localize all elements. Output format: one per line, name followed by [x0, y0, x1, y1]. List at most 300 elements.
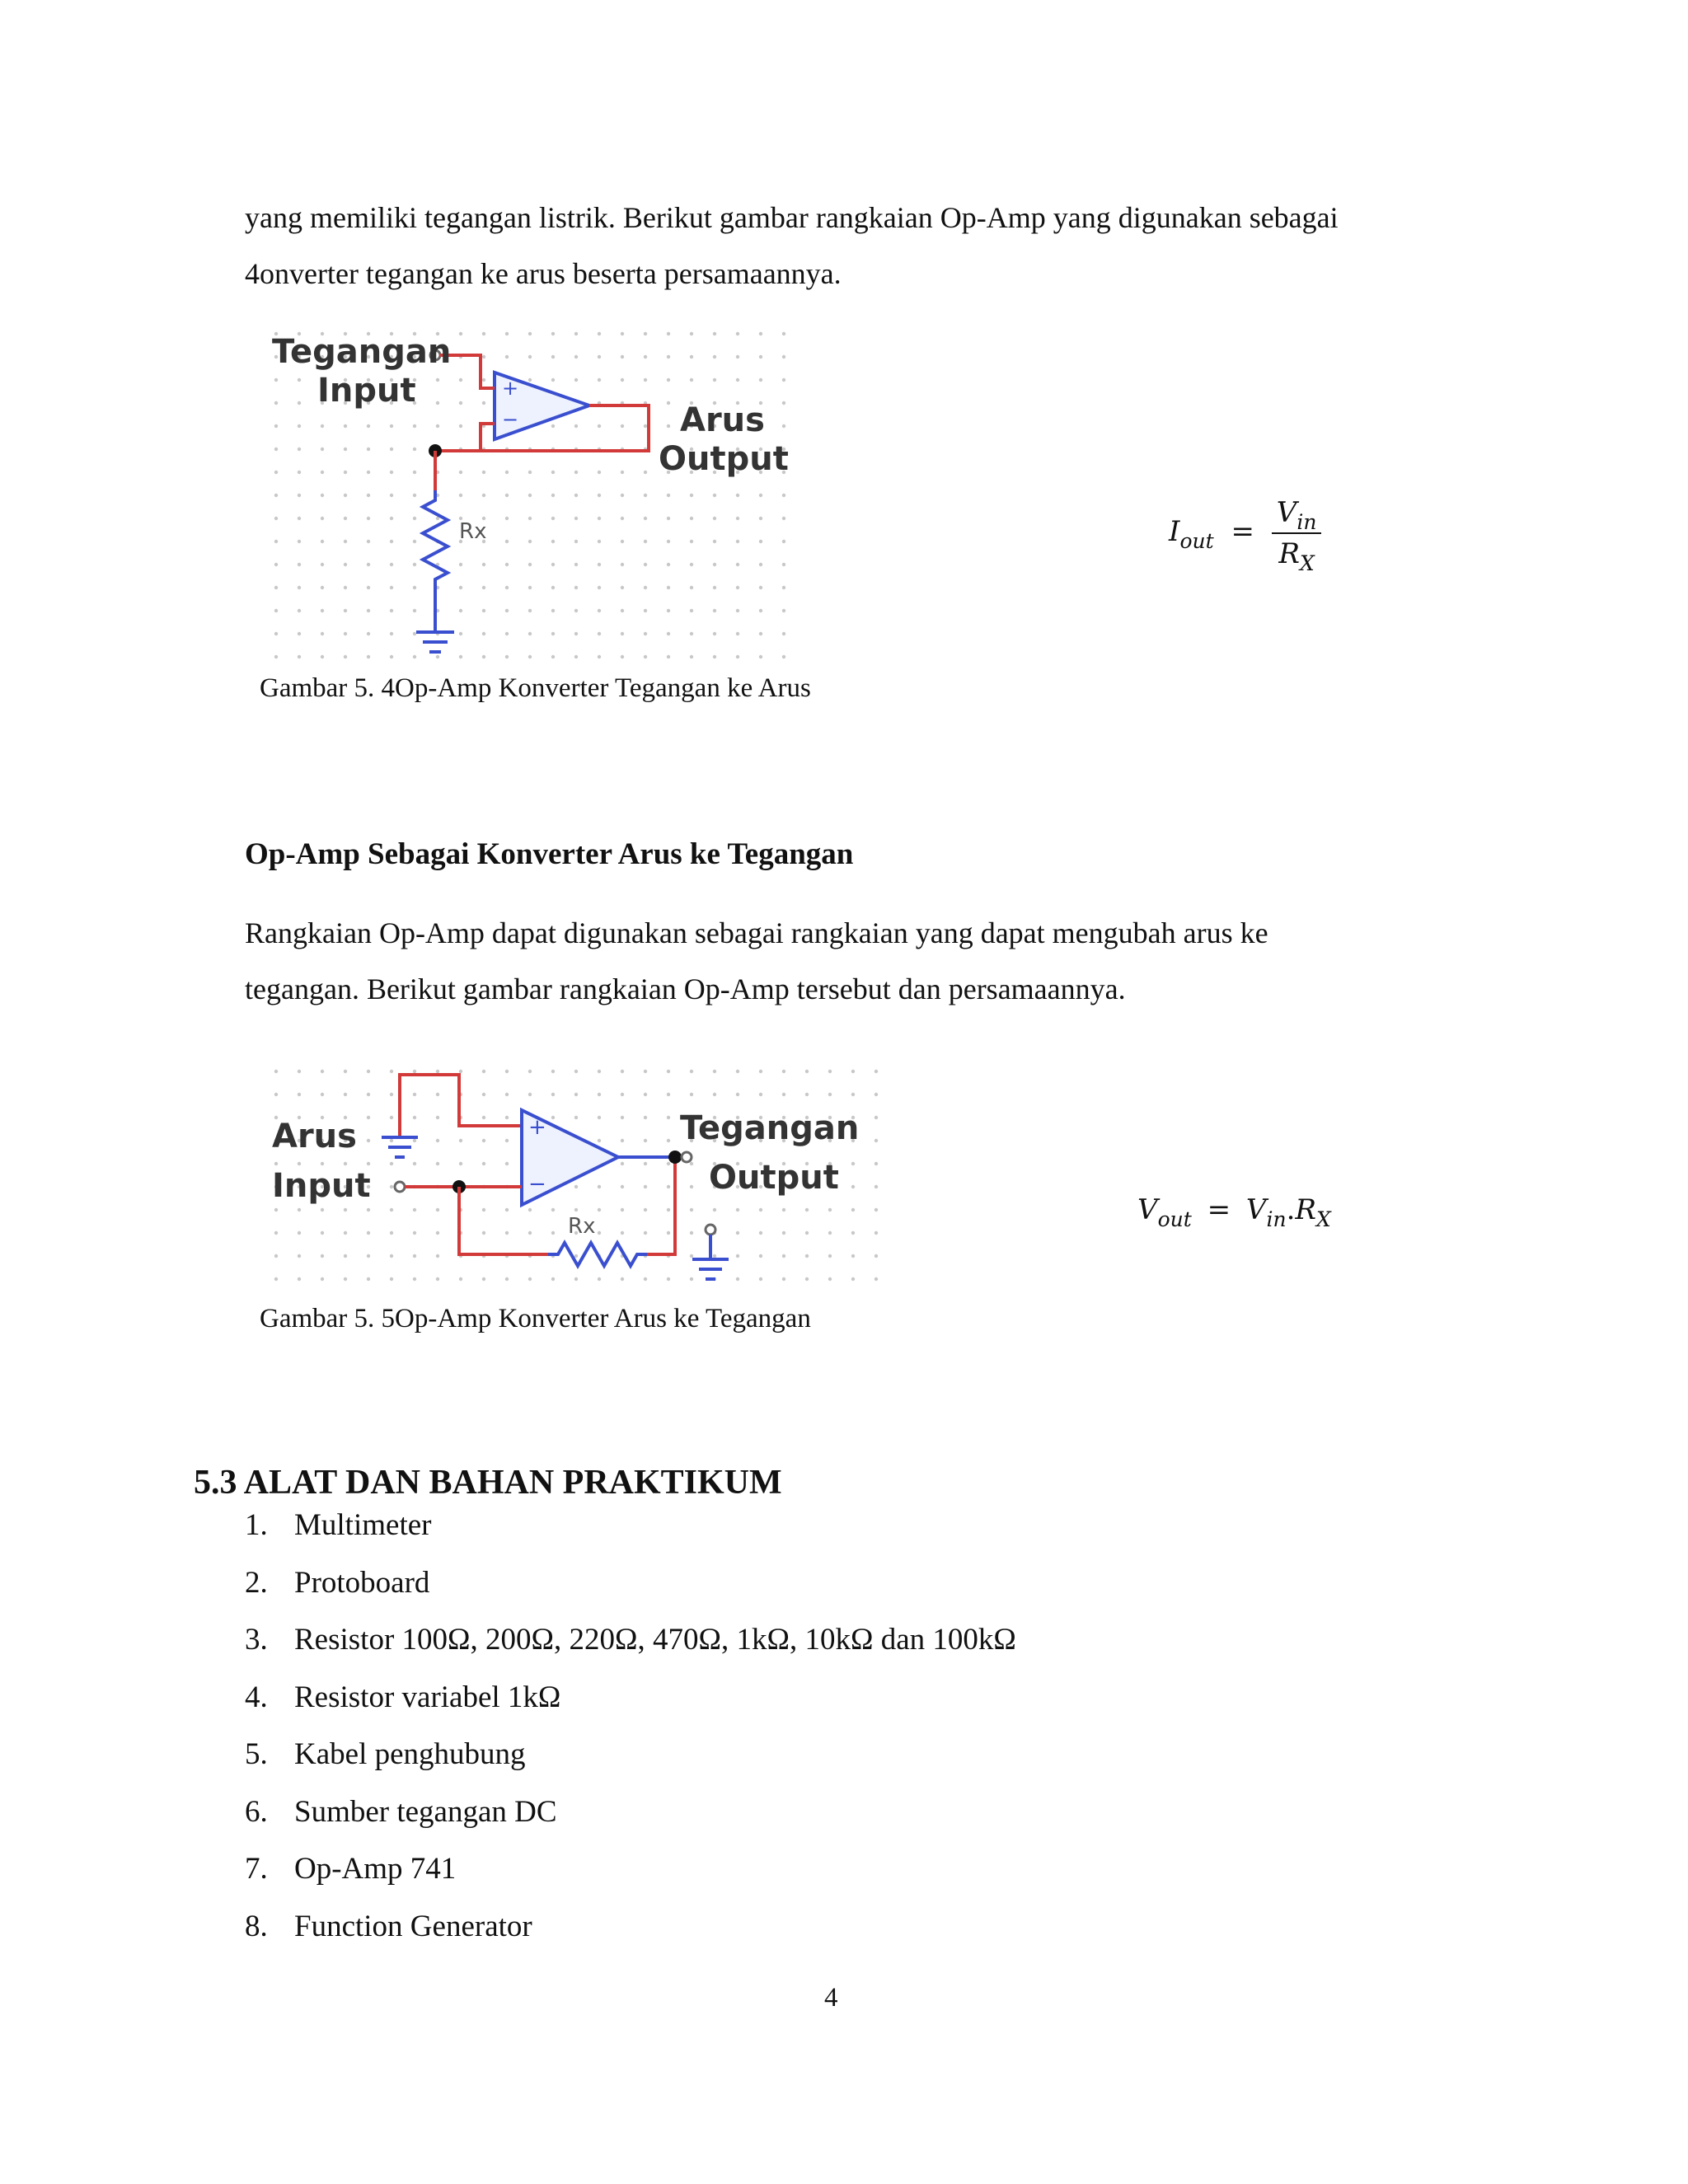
grid-dot — [436, 1116, 439, 1119]
grid-dot — [551, 1208, 555, 1212]
grid-dot — [759, 1231, 762, 1235]
grid-dot — [621, 1231, 624, 1235]
grid-dot — [344, 1070, 347, 1073]
grid-dot — [321, 1277, 324, 1281]
grid-dot — [413, 1277, 416, 1281]
grid-dot — [274, 1208, 278, 1212]
grid-dot — [321, 1208, 324, 1212]
grid-dot — [482, 471, 485, 474]
grid-dot — [736, 332, 739, 335]
grid-dot — [621, 586, 624, 589]
grid-dot — [551, 586, 555, 589]
equation-voltage-output — [1137, 1193, 1331, 1231]
grid-dot — [874, 1254, 878, 1258]
grid-dot — [390, 494, 393, 497]
grid-dot — [436, 1093, 439, 1096]
opamp-1-plus: + — [502, 377, 519, 400]
grid-dot — [482, 1208, 485, 1212]
grid-dot — [782, 378, 785, 382]
inverting-wire-1 — [481, 424, 495, 451]
grid-dot — [598, 586, 601, 589]
grid-dot — [413, 563, 416, 566]
grid-dot — [621, 1185, 624, 1188]
grid-dot — [690, 1231, 693, 1235]
grid-dot — [759, 355, 762, 359]
grid-dot — [828, 1208, 832, 1212]
grid-dot — [367, 1277, 370, 1281]
grid-dot — [413, 609, 416, 612]
grid-dot — [390, 424, 393, 428]
grid-dot — [598, 424, 601, 428]
grid-dot — [298, 378, 301, 382]
grid-dot — [667, 1093, 670, 1096]
eq1-num: V — [1276, 496, 1297, 529]
grid-dot — [551, 378, 555, 382]
grid-dot — [851, 1254, 855, 1258]
grid-dot — [482, 1070, 485, 1073]
equation-current-output — [1169, 496, 1321, 575]
grid-dot — [782, 609, 785, 612]
grid-dot — [690, 378, 693, 382]
grid-dot — [413, 448, 416, 451]
grid-dot — [690, 586, 693, 589]
grid-dot — [621, 424, 624, 428]
grid-dot — [598, 1231, 601, 1235]
grid-dot — [436, 655, 439, 658]
grid-dot — [690, 355, 693, 359]
grid-dot — [528, 586, 532, 589]
grid-dot — [667, 494, 670, 497]
grid-dot — [782, 1254, 785, 1258]
grid-dot — [667, 1139, 670, 1142]
grid-dot — [390, 471, 393, 474]
grid-dot — [436, 1139, 439, 1142]
list-item: 2. Protoboard — [245, 1565, 430, 1600]
grid-dot — [667, 378, 670, 382]
grid-dot — [621, 1208, 624, 1212]
grid-dot — [505, 1162, 509, 1165]
grid-dot — [598, 563, 601, 566]
grid-dot — [736, 1277, 739, 1281]
grid-dot — [321, 494, 324, 497]
grid-dot — [505, 1208, 509, 1212]
grid-dot — [390, 1185, 393, 1188]
grid-dot — [367, 471, 370, 474]
grid-dot — [298, 401, 301, 405]
grid-dot — [621, 1116, 624, 1119]
grid-dot — [367, 609, 370, 612]
grid-dot — [598, 1093, 601, 1096]
grid-dot — [274, 1070, 278, 1073]
grid-dot — [482, 609, 485, 612]
grid-dot — [551, 494, 555, 497]
grid-dot — [782, 1277, 785, 1281]
grid-dot — [551, 563, 555, 566]
grid-dot — [274, 1093, 278, 1096]
grid-dot — [621, 1093, 624, 1096]
grid-dot — [482, 1116, 485, 1119]
grid-dot — [459, 424, 462, 428]
grid-dot — [436, 424, 439, 428]
grid-dot — [344, 448, 347, 451]
grid-dot — [690, 1162, 693, 1165]
grid-dot — [759, 378, 762, 382]
list-item: 6. Sumber tegangan DC — [245, 1794, 557, 1829]
eq1-lhs: I — [1169, 515, 1180, 548]
fig1-output-label-1: Arus — [680, 401, 765, 439]
figure-1-caption: Gambar 5. 4Op-Amp Konverter Tegangan ke Arus — [260, 673, 811, 703]
grid-dot — [436, 1070, 439, 1073]
grid-dot — [644, 586, 647, 589]
grid-dot — [390, 655, 393, 658]
grid-dot — [574, 655, 578, 658]
grid-dot — [667, 424, 670, 428]
grid-dot — [528, 563, 532, 566]
grid-dot — [367, 448, 370, 451]
grid-dot — [344, 1162, 347, 1165]
grid-dot — [874, 1070, 878, 1073]
grid-dot — [598, 494, 601, 497]
grid-dot — [413, 517, 416, 520]
grid-dot — [574, 1116, 578, 1119]
grid-dot — [344, 609, 347, 612]
grid-dot — [690, 332, 693, 335]
grid-dot — [736, 378, 739, 382]
grid-dot — [505, 494, 509, 497]
grid-dot — [759, 1254, 762, 1258]
grid-dot — [321, 586, 324, 589]
grid-dot — [598, 1139, 601, 1142]
equipment-list — [245, 1507, 1316, 1966]
grid-dot — [436, 378, 439, 382]
grid-dot — [828, 1093, 832, 1096]
grid-dot — [274, 1231, 278, 1235]
grid-dot — [667, 1162, 670, 1165]
grid-dot — [874, 1277, 878, 1281]
grid-dot — [621, 1277, 624, 1281]
grid-dot — [736, 355, 739, 359]
grid-dot — [736, 494, 739, 497]
fig1-output-label-2: Output — [659, 440, 789, 478]
grid-dot — [413, 586, 416, 589]
grid-dot — [298, 471, 301, 474]
grid-dot — [321, 1254, 324, 1258]
grid-dot — [736, 1070, 739, 1073]
grid-dot — [621, 1139, 624, 1142]
grid-dot — [367, 1162, 370, 1165]
grid-dot — [759, 1277, 762, 1281]
grid-dot — [274, 609, 278, 612]
grid-dot — [344, 540, 347, 543]
grid-dot — [713, 563, 716, 566]
grid-dot — [528, 471, 532, 474]
grid-dot — [390, 517, 393, 520]
grid-dot — [736, 1231, 739, 1235]
grid-dot — [505, 609, 509, 612]
grid-dot — [367, 540, 370, 543]
grid-dot — [759, 1070, 762, 1073]
grid-dot — [413, 632, 416, 635]
grid-dot — [298, 540, 301, 543]
grid-dot — [528, 632, 532, 635]
eq1-lhs-sub: out — [1179, 529, 1214, 553]
grid-dot — [621, 540, 624, 543]
grid-dot — [805, 1093, 809, 1096]
grid-dot — [690, 1093, 693, 1096]
grid-dot — [574, 1070, 578, 1073]
grid-dot — [851, 1231, 855, 1235]
grid-dot — [644, 540, 647, 543]
grid-dot — [344, 586, 347, 589]
grid-dot — [459, 332, 462, 335]
grid-dot — [551, 655, 555, 658]
grid-dot — [482, 1093, 485, 1096]
grid-dot — [528, 655, 532, 658]
grid-dot — [298, 586, 301, 589]
grid-dot — [390, 1208, 393, 1212]
grid-dot — [482, 1231, 485, 1235]
grid-dot — [598, 332, 601, 335]
grid-dot — [736, 1208, 739, 1212]
grid-dot — [828, 1277, 832, 1281]
grid-dot — [667, 517, 670, 520]
grid-dot — [367, 494, 370, 497]
grid-dot — [713, 1093, 716, 1096]
grid-dot — [644, 1139, 647, 1142]
grid-dot — [782, 1070, 785, 1073]
grid-dot — [713, 540, 716, 543]
grid-dot — [505, 632, 509, 635]
grid-dot — [644, 1277, 647, 1281]
grid-dot — [621, 378, 624, 382]
grid-dot — [367, 424, 370, 428]
grid-dot — [298, 448, 301, 451]
grid-dot — [274, 1254, 278, 1258]
grid-dot — [298, 1162, 301, 1165]
grid-dot — [551, 1231, 555, 1235]
grid-dot — [574, 355, 578, 359]
fig2-input-label-1: Arus — [272, 1118, 357, 1155]
grid-dot — [805, 1231, 809, 1235]
grid-dot — [851, 1185, 855, 1188]
grid-dot — [298, 494, 301, 497]
grid-dot — [874, 1093, 878, 1096]
grid-dot — [274, 471, 278, 474]
grid-dot — [321, 540, 324, 543]
grid-dot — [367, 655, 370, 658]
grid-dot — [459, 1070, 462, 1073]
grid-dot — [667, 1231, 670, 1235]
grid-dot — [344, 1254, 347, 1258]
grid-dot — [274, 632, 278, 635]
grid-dot — [528, 1231, 532, 1235]
grid-dot — [782, 1231, 785, 1235]
grid-dot — [344, 655, 347, 658]
grid-dot — [598, 471, 601, 474]
grid-dot — [667, 1070, 670, 1073]
grid-dot — [413, 1116, 416, 1119]
grid-dot — [598, 1185, 601, 1188]
grid-dot — [298, 1208, 301, 1212]
grid-dot — [459, 471, 462, 474]
para2-line-2: tegangan. Berikut gambar rangkaian Op-Amp tersebut dan persamaannya. — [245, 972, 1126, 1005]
grid-dot — [528, 540, 532, 543]
grid-dot — [828, 1254, 832, 1258]
grid-dot — [805, 1277, 809, 1281]
grid-dot — [874, 1185, 878, 1188]
eq2-dot: . — [1286, 1193, 1296, 1226]
grid-dot — [736, 563, 739, 566]
grid-dot — [574, 517, 578, 520]
grid-dot — [759, 1093, 762, 1096]
grid-dot — [690, 632, 693, 635]
grid-dot — [644, 609, 647, 612]
grid-dot — [298, 1093, 301, 1096]
grid-dot — [528, 494, 532, 497]
grid-dot — [367, 1116, 370, 1119]
grid-dot — [321, 609, 324, 612]
grid-dot — [644, 355, 647, 359]
grid-dot — [598, 355, 601, 359]
grid-dot — [874, 1162, 878, 1165]
grid-dot — [505, 1139, 509, 1142]
grid-dot — [667, 355, 670, 359]
grid-dot — [274, 1162, 278, 1165]
grid-dot — [851, 1093, 855, 1096]
grid-dot — [482, 632, 485, 635]
junction-2b — [668, 1151, 682, 1164]
resistor-rx-1 — [423, 490, 448, 589]
grid-dot — [505, 1116, 509, 1119]
grid-dot — [828, 1231, 832, 1235]
grid-dot — [436, 1208, 439, 1212]
grid-dot — [436, 1277, 439, 1281]
grid-dot — [667, 1208, 670, 1212]
grid-dot — [759, 563, 762, 566]
grid-dot — [598, 540, 601, 543]
grid-dot — [436, 401, 439, 405]
grid-dot — [667, 1277, 670, 1281]
grid-dot — [367, 632, 370, 635]
grid-dot — [644, 1162, 647, 1165]
grid-dot — [390, 563, 393, 566]
grid-dot — [621, 471, 624, 474]
eq2-b-sub: X — [1315, 1207, 1331, 1231]
grid-dot — [274, 424, 278, 428]
grid-dot — [274, 655, 278, 658]
grid-dot — [482, 355, 485, 359]
ground-symbol-bottom-2 — [692, 1259, 729, 1279]
grid-dot — [598, 1116, 601, 1119]
grid-dot — [344, 424, 347, 428]
grid-dot — [344, 517, 347, 520]
grid-dot — [367, 1254, 370, 1258]
grid-dot — [574, 1254, 578, 1258]
grid-dot — [367, 1139, 370, 1142]
grid-dot — [482, 1139, 485, 1142]
grid-dot — [298, 1231, 301, 1235]
grid-dot — [759, 517, 762, 520]
grid-dot — [644, 471, 647, 474]
grid-dot — [298, 424, 301, 428]
grid-dot — [367, 1070, 370, 1073]
grid-dot — [713, 1254, 716, 1258]
grid-dot — [482, 332, 485, 335]
grid-dot — [598, 655, 601, 658]
grid-dot — [459, 378, 462, 382]
grid-dot — [482, 401, 485, 405]
grid-dot — [782, 1093, 785, 1096]
grid-dot — [759, 494, 762, 497]
grid-dot — [736, 609, 739, 612]
subsection-heading: Op-Amp Sebagai Konverter Arus ke Tegangan — [245, 837, 854, 871]
grid-dot — [505, 563, 509, 566]
grid-dot — [690, 1185, 693, 1188]
grid-dot — [390, 1093, 393, 1096]
grid-dot — [621, 1162, 624, 1165]
grid-dot — [528, 1277, 532, 1281]
intro-line-1: yang memiliki tegangan listrik. Berikut gambar rangkaian Op-Amp yang digunakan sebagai — [245, 201, 1339, 234]
grid-dot — [367, 1093, 370, 1096]
noninverting-wire-2 — [400, 1075, 522, 1137]
eq2-equals: = — [1207, 1193, 1231, 1226]
grid-dot — [367, 586, 370, 589]
grid-dot — [321, 471, 324, 474]
grid-dot — [551, 332, 555, 335]
grid-dot — [344, 1208, 347, 1212]
grid-dot — [528, 517, 532, 520]
grid-dot — [690, 609, 693, 612]
grid-dot — [667, 655, 670, 658]
grid-dot — [621, 563, 624, 566]
grid-dot — [874, 1116, 878, 1119]
grid-dot — [713, 494, 716, 497]
grid-dot — [759, 1208, 762, 1212]
grid-dot — [482, 655, 485, 658]
list-item: 4. Resistor variabel 1kΩ — [245, 1680, 561, 1714]
grid-dot — [828, 1070, 832, 1073]
grid-dot — [713, 586, 716, 589]
fig2-input-label-2: Input — [272, 1167, 371, 1205]
grid-dot — [413, 424, 416, 428]
grid-dot — [551, 1277, 555, 1281]
grid-dot — [805, 1208, 809, 1212]
grid-dot — [482, 1162, 485, 1165]
grid-dot — [574, 1185, 578, 1188]
grid-dot — [621, 1070, 624, 1073]
grid-dot — [413, 1254, 416, 1258]
grid-dot — [736, 632, 739, 635]
grid-dot — [667, 540, 670, 543]
grid-dot — [621, 609, 624, 612]
paragraph-2 — [245, 905, 1468, 1017]
grid-dot — [574, 563, 578, 566]
grid-dot — [574, 632, 578, 635]
grid-dot — [598, 517, 601, 520]
grid-dot — [736, 517, 739, 520]
grid-dot — [390, 448, 393, 451]
grid-dot — [644, 563, 647, 566]
grid-dot — [598, 1208, 601, 1212]
grid-dot — [344, 1231, 347, 1235]
grid-dot — [782, 540, 785, 543]
grid-dot — [505, 1277, 509, 1281]
grid-dot — [805, 1070, 809, 1073]
section-heading-5-3: 5.3 ALAT DAN BAHAN PRAKTIKUM — [194, 1464, 782, 1502]
ground-symbol-top-2 — [382, 1137, 418, 1157]
fig1-input-label-1: Tegangan — [272, 333, 452, 371]
grid-dot — [298, 1254, 301, 1258]
